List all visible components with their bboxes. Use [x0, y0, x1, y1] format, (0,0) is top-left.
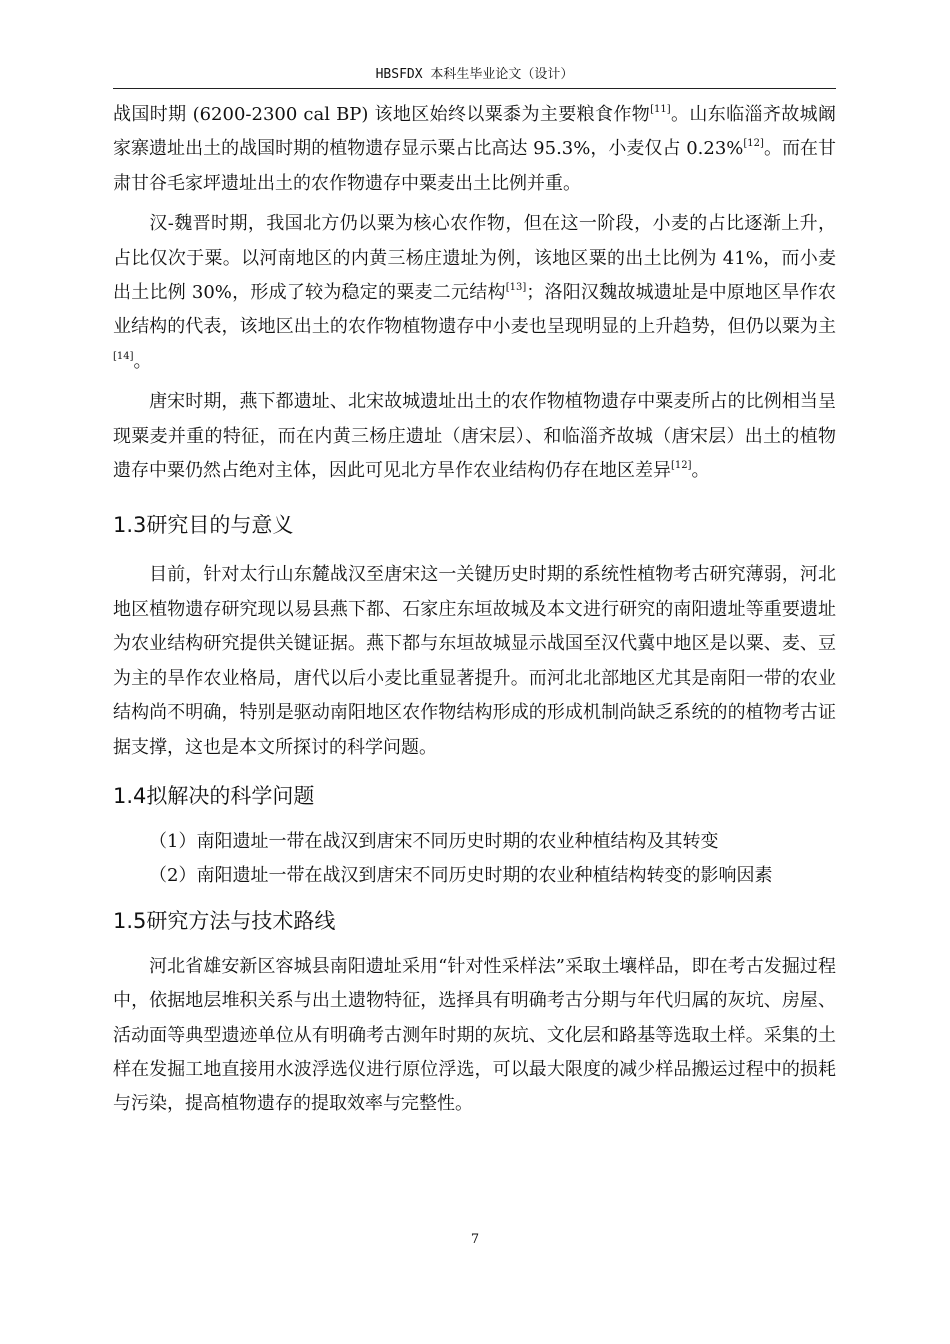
- citation: [12]: [671, 460, 692, 472]
- citation: [12]: [743, 138, 764, 150]
- section-heading-1-4: 1.4拟解决的科学问题: [113, 783, 315, 808]
- citation: [14]: [113, 350, 134, 362]
- page-body: [113, 98, 836, 1122]
- section-heading-1-3: 1.3研究目的与意义: [113, 513, 294, 538]
- intro-paragraph-3: 唐宋时期，燕下都遗址、北宋故城遗址出土的农作物植物遗存中粟麦所占的比例相当呈现粟麦并重的特征，而在内黄三杨庄遗址（唐宋层）、和临淄齐故城（唐宋层）出土的植物遗存中粟仍然占绝对主体，因此可见北方旱作农业结构仍存在地区差异[12]。: [113, 391, 836, 482]
- section-1-3-paragraph: 目前，针对太行山东麓战汉至唐宋这一关键历史时期的系统性植物考古研究薄弱，河北地区植物遗存研究现以易县燕下都、石家庄东垣故城及本文进行研究的南阳遗址等重要遗址为农业结构研究提供关键证据。燕下都与东垣故城显示战国至汉代冀中地区是以粟、麦、豆为主的旱作农业格局，唐代以后小麦比重显著提升。而河北北部地区尤其是南阳一带的农业结构尚不明确，特别是驱动南阳地区农作物结构形成的形成机制尚缺乏系统的的植物考古证据支撑，这也是本文所探讨的科学问题。: [113, 564, 836, 758]
- intro-paragraph-2: 汉-魏晋时期，我国北方仍以粟为核心农作物，但在这一阶段，小麦的占比逐渐上升，占比仅次于粟。以河南地区的内黄三杨庄遗址为例，该地区粟的出土比例为 41%，而小麦出土比例 30%，形成了较为稳定的粟麦二元结构[13]；洛阳汉魏故城遗址是中原地区旱作农业结构的代表，该地区出土的农作物植物遗存中小麦也呈现明显的上升趋势，但仍以粟为主[14]。: [113, 213, 836, 372]
- section-heading-1-5: 1.5研究方法与技术路线: [113, 908, 336, 933]
- citation: [11]: [650, 104, 671, 115]
- intro-paragraph-1: 战国时期 (6200-2300 cal BP) 该地区始终以粟黍为主要粮食作物[11]。山东临淄齐故城阚家寨遗址出土的战国时期的植物遗存显示粟占比高达 95.3%，小麦仅占 0.23%[12]。而在甘肃甘谷毛家坪遗址出土的农作物遗存中粟麦出土比例并重。: [113, 104, 836, 194]
- page-number: 7: [470, 1232, 480, 1247]
- page-header: HBSFDX 本科生毕业论文（设计）: [113, 64, 836, 89]
- research-question-2: （2）南阳遗址一带在战汉到唐宋不同历史时期的农业种植结构转变的影响因素: [149, 865, 773, 887]
- section-1-5-paragraph: 河北省雄安新区容城县南阳遗址采用“针对性采样法”采取土壤样品，即在考古发掘过程中，依据地层堆积关系与出土遗物特征，选择具有明确考古分期与年代归属的灰坑、房屋、活动面等典型遗迹单位从有明确考古测年时期的灰坑、文化层和路基等选取土样。采集的土样在发掘工地直接用水波浮选仪进行原位浮选，可以最大限度的减少样品搬运过程中的损耗与污染，提高植物遗存的提取效率与完整性。: [113, 955, 836, 1115]
- research-question-1: （1）南阳遗址一带在战汉到唐宋不同历史时期的农业种植结构及其转变: [149, 830, 719, 852]
- citation: [13]: [505, 282, 527, 294]
